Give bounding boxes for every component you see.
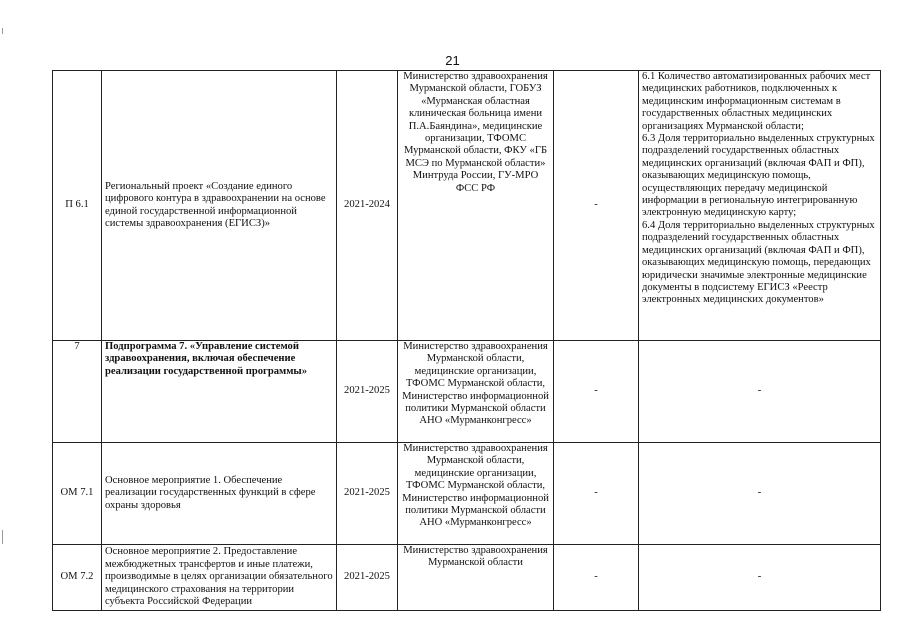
row-indicators: -	[639, 443, 881, 545]
indicator-item: 6.4 Доля территориально выделенных структурных подразделений государственных областных медицинских организаций (включая ФАП и ФП), оказывающих медицинскую помощь, передающих юридически значимые электронные медицинские документы в подсистему ЕГИСЗ «Реестр электронных медицинских документов»	[642, 219, 875, 306]
row-executors: Министерство здравоохранения Мурманской области, медицинские организации, ТФОМС Мурманской области, Министерство информационной политики Мурманской области АНО «Мурманконгресс»	[398, 341, 554, 443]
row-period: 2021-2025	[337, 443, 398, 545]
row-indicators	[639, 71, 881, 341]
row-period: 2021-2024	[337, 71, 398, 341]
row-name: Региональный проект «Создание единого цифрового контура в здравоохранении на основе единой государственной информационной системы здравоохранения (ЕГИСЗ)»	[102, 71, 337, 341]
scan-edge-mark	[2, 530, 3, 544]
table-row	[53, 341, 881, 443]
row-indicators: -	[639, 545, 881, 611]
row-funding: -	[554, 443, 639, 545]
row-period: 2021-2025	[337, 545, 398, 611]
page-number: 21	[445, 53, 460, 68]
row-funding: -	[554, 545, 639, 611]
row-funding: -	[554, 341, 639, 443]
row-number: ОМ 7.2	[53, 545, 102, 611]
row-indicators: -	[639, 341, 881, 443]
row-name: Подпрограмма 7. «Управление системой здравоохранения, включая обеспечение реализации государственной программы»	[102, 341, 337, 443]
row-executors: Министерство здравоохранения Мурманской области	[398, 545, 554, 611]
table-row	[53, 71, 881, 341]
row-name: Основное мероприятие 1. Обеспечение реализации государственных функций в сфере охраны здоровья	[102, 443, 337, 545]
row-funding: -	[554, 71, 639, 341]
table-row	[53, 443, 881, 545]
table-row	[53, 545, 881, 611]
indicator-item: 6.3 Доля территориально выделенных структурных подразделений государственных областных медицинских организаций (включая ФАП и ФП), оказывающих медицинскую помощь, осуществляющих передачу медицинской информации в региональную интегрированную электронную медицинскую карту;	[642, 133, 875, 219]
program-table	[52, 70, 881, 611]
row-number: ОМ 7.1	[53, 443, 102, 545]
row-executors: Министерство здравоохранения Мурманской области, медицинские организации, ТФОМС Мурманской области, Министерство информационной политики Мурманской области АНО «Мурманконгресс»	[398, 443, 554, 545]
row-number: 7	[53, 341, 102, 443]
row-period: 2021-2025	[337, 341, 398, 443]
row-number: П 6.1	[53, 71, 102, 341]
row-name: Основное мероприятие 2. Предоставление межбюджетных трансфертов и иные платежи, производимые в целях организации обязательного медицинского страхования на территории субъекта Российской Федерации	[102, 545, 337, 611]
scan-edge-mark	[2, 28, 3, 34]
indicator-item: 6.1 Количество автоматизированных рабочих мест медицинских работников, подключенных к медицинским информационным системам в государственных областных медицинских организациях Мурманской области;	[642, 71, 871, 132]
row-executors: Министерство здравоохранения Мурманской области, ГОБУЗ «Мурманская областная клиническая больница имени П.А.Баяндина», медицинские организации, ТФОМС Мурманской области, ФКУ «ГБ МСЭ по Мурманской области» Минтруда России, ГУ-МРО ФСС РФ	[398, 71, 554, 341]
